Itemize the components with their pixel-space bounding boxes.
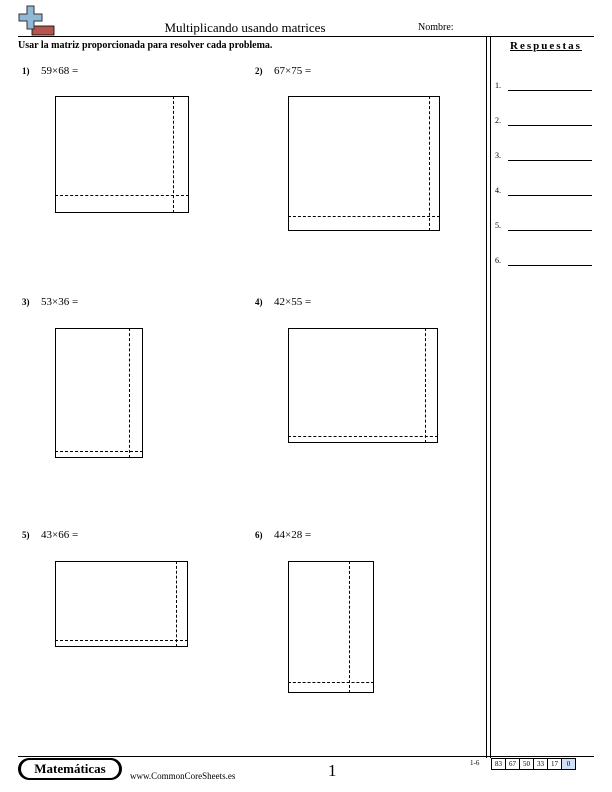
- instructions: Usar la matriz proporcionada para resolver cada problema.: [18, 40, 273, 51]
- plus-logo-icon: [18, 4, 58, 36]
- problem-number: 3): [22, 297, 30, 307]
- answer-number: 1.: [495, 81, 501, 90]
- column-divider: [490, 36, 491, 758]
- matrix-divider-horizontal: [55, 640, 188, 641]
- score-key-cell: 67: [505, 758, 520, 770]
- matrix-divider-horizontal: [288, 682, 374, 683]
- matrix-divider-horizontal: [288, 436, 438, 437]
- matrix-divider-horizontal: [55, 451, 143, 452]
- answer-number: 4.: [495, 186, 501, 195]
- answer-line[interactable]: [508, 125, 592, 126]
- answer-number: 2.: [495, 116, 501, 125]
- answer-line[interactable]: [508, 230, 592, 231]
- site-url: www.CommonCoreSheets.es: [130, 771, 236, 781]
- area-matrix: [55, 561, 188, 647]
- matrix-divider-vertical: [429, 96, 430, 231]
- answer-number: 6.: [495, 256, 501, 265]
- score-key-cell: 83: [491, 758, 506, 770]
- area-matrix: [288, 96, 440, 231]
- column-divider: [486, 36, 487, 758]
- name-label: Nombre:: [418, 22, 454, 33]
- matrix-divider-horizontal: [55, 195, 189, 196]
- answers-title: Respuestas: [510, 40, 582, 52]
- problem-text: 43×66 =: [41, 529, 79, 541]
- problem-number: 4): [255, 297, 263, 307]
- score-key-cell: 0: [561, 758, 576, 770]
- problem-text: 44×28 =: [274, 529, 312, 541]
- answer-line[interactable]: [508, 90, 592, 91]
- area-matrix: [288, 328, 438, 443]
- subject-badge-label: Matemáticas: [21, 760, 119, 778]
- footer-divider: [18, 756, 594, 757]
- answer-line[interactable]: [508, 265, 592, 266]
- score-key-cell: 17: [547, 758, 562, 770]
- answer-number: 3.: [495, 151, 501, 160]
- problem-number: 2): [255, 66, 263, 76]
- answer-line[interactable]: [508, 160, 592, 161]
- matrix-divider-vertical: [176, 561, 177, 647]
- area-matrix: [288, 561, 374, 693]
- matrix-divider-vertical: [349, 561, 350, 693]
- problem-number: 1): [22, 66, 30, 76]
- score-key: [492, 758, 576, 770]
- answer-line[interactable]: [508, 195, 592, 196]
- problem-range: 1-6: [470, 759, 480, 767]
- matrix-divider-vertical: [129, 328, 130, 458]
- problem-text: 53×36 =: [41, 296, 79, 308]
- answer-number: 5.: [495, 221, 501, 230]
- score-key-cell: 33: [533, 758, 548, 770]
- problem-text: 42×55 =: [274, 296, 312, 308]
- problem-text: 59×68 =: [41, 65, 79, 77]
- score-key-cell: 50: [519, 758, 534, 770]
- page-title: Multiplicando usando matrices: [164, 20, 326, 35]
- matrix-divider-vertical: [425, 328, 426, 443]
- problem-text: 67×75 =: [274, 65, 312, 77]
- page-number: 1: [328, 761, 337, 780]
- header-divider: [18, 36, 594, 37]
- problem-number: 5): [22, 530, 30, 540]
- matrix-divider-horizontal: [288, 216, 440, 217]
- problem-number: 6): [255, 530, 263, 540]
